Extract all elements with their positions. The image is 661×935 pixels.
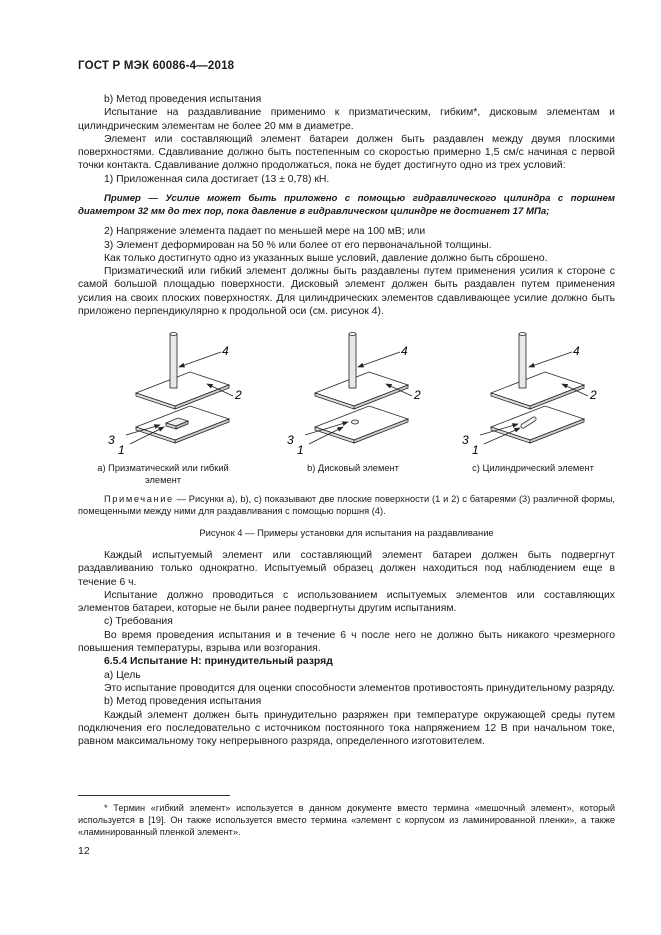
paragraph: а) Цель — [104, 669, 141, 681]
piston — [170, 334, 177, 388]
note-text: — Рисунки а), b), с) показывают две плоские поверхности (1 и 2) с батареями (3) различной формы, помещенными между ними для раздавливания с помощью поршня (4). — [78, 494, 615, 517]
paragraph: 2) Напряжение элемента падает по меньшей мере на 100 мВ; или — [104, 226, 426, 238]
paragraph: Как только достигнуто одно из указанных выше условий, давление должно быть сброшено. — [104, 252, 548, 264]
paragraph: Каждый элемент должен быть принудительно разряжен при температуре окружающей среды путем подключения его последовательно с источником постоянного тока напряжением 12 В при начальном токе, равном максимальному току непрерывного разряда, определенного изготовителем. — [78, 709, 615, 748]
example-paragraph: Пример — Усилие может быть приложено с помощью гидравлического цилиндра с поршнем диаметром 32 мм до тех пор, пока давление в гидравлическом цилиндре не достигнет 17 МПа; — [78, 193, 615, 217]
label-2-a: 2 — [235, 388, 242, 402]
paragraph: Призматический или гибкий элемент должны быть раздавлены путем применения усилия к стороне с самой большой площадью поверхности. Дисковый элемент должен быть раздавлен путем применения усилия на своих плоских поверхностях. Для цилиндрических элементов сдавливающее усилие должно быть приложено перпендикулярно к продольной оси (см. рисунок 4). — [78, 266, 615, 318]
paragraph: Каждый испытуемый элемент или составляющий элемент батареи должен быть подвергнут раздавливанию только однократно. Испытуемый образец должен находиться под наблюдением еще в течение 6 ч. — [78, 550, 615, 588]
footnote-divider — [78, 795, 230, 796]
figure-title: Рисунок 4 — Примеры установки для испытания на раздавливание — [199, 527, 494, 538]
note-label: Примечание — [104, 494, 174, 504]
paragraph: с) Требования — [104, 616, 173, 628]
disk-cell — [352, 420, 359, 424]
figure-note — [78, 493, 615, 518]
paragraph: Испытание на раздавливание применимо к призматическим, гибким*, дисковым элементам и цилиндрическим элементам не более 20 мм в диаметре. — [78, 107, 615, 132]
paragraph: Это испытание проводится для оценки способности элементов противостоять принудительному разряду. — [104, 682, 615, 694]
document-header: ГОСТ Р МЭК 60086-4—2018 — [78, 60, 235, 72]
paragraph: Элемент или составляющий элемент батареи должен быть раздавлен между двумя плоскими поверхностями. Сдавливание должно быть постепенным со скоростью примерно 1,5 см/с начиная с первой точки контакта. Сдавливание должно продолжаться, пока не будет достигнуто одно из трех условий: — [78, 133, 615, 172]
paragraph: 3) Элемент деформирован на 50 % или более от его первоначальной толщины. — [104, 239, 492, 251]
paragraph: b) Метод проведения испытания — [104, 696, 262, 708]
text-block-requirements — [78, 549, 615, 748]
panel-a-drawing — [126, 333, 233, 445]
panel-c-drawing — [480, 333, 588, 445]
caption-b: b) Дисковый элемент — [307, 463, 399, 473]
label-1-a: 1 — [118, 443, 125, 457]
caption-c: с) Цилиндрический элемент — [472, 463, 594, 473]
paragraph: Во время проведения испытания и в течение 6 ч после него не должно быть никакого чрезмерного повышения температуры, взрыва или возгорания. — [78, 629, 615, 655]
label-4-b: 4 — [401, 344, 408, 358]
label-4-c: 4 — [573, 344, 580, 358]
page-number: 12 — [78, 845, 90, 857]
footnote: * Термин «гибкий элемент» используется в данном документе вместо термина «мешочный элемент», который используется в [19]. Он также используется вместо термина «элемент с корпусом из ламинированной пленки», а также «ламинированный пленкой элемент». — [78, 803, 615, 837]
label-3-b: 3 — [287, 433, 294, 447]
label-3-c: 3 — [462, 433, 469, 447]
paragraph: 1) Приложенная сила достигает (13 ± 0,78) кН. — [104, 173, 330, 185]
label-2-c: 2 — [590, 388, 597, 402]
figure-4 — [78, 322, 615, 492]
paragraph: b) Метод проведения испытания — [104, 94, 262, 105]
label-1-c: 1 — [472, 443, 479, 457]
label-3-a: 3 — [108, 433, 115, 447]
label-4-a: 4 — [222, 344, 229, 358]
paragraph: Испытание должно проводиться с использованием испытуемых элементов или составляющих элементов батареи, которые не были ранее подвергнуты другим испытаниям. — [78, 589, 615, 615]
panel-b-drawing — [305, 333, 412, 445]
caption-a: а) Призматический или гибкий элемент — [97, 463, 229, 485]
section-heading: 6.5.4 Испытание Н: принудительный разряд — [104, 656, 333, 668]
text-block-method — [78, 93, 615, 318]
label-2-b: 2 — [414, 388, 421, 402]
label-1-b: 1 — [297, 443, 304, 457]
